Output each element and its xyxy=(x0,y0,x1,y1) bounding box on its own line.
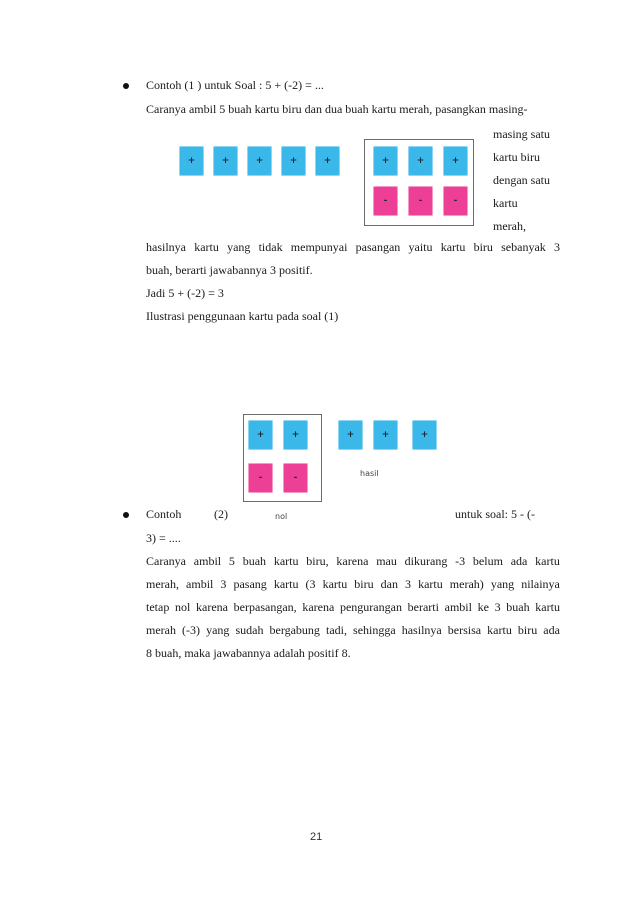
example2-line-4: merah (-3) yang sudah bergabung tadi, sehingga hasilnya bersisa kartu biru ada xyxy=(146,623,560,637)
bullet-1 xyxy=(123,83,129,89)
card-red: - xyxy=(443,186,468,216)
label-nol: nol xyxy=(275,512,288,521)
example2-line-3: tetap nol karena berpasangan, karena pengurangan berarti ambil ke 3 buah kartu xyxy=(146,600,560,614)
card-blue: + xyxy=(179,146,204,176)
label-hasil: hasil xyxy=(360,469,379,478)
card-red: - xyxy=(373,186,398,216)
example2-last-line: 8 buah, maka jawabannya adalah positif 8. xyxy=(146,646,351,660)
example1-side-1: masing satu xyxy=(493,127,550,141)
example1-side-3: dengan satu xyxy=(493,173,550,187)
card-blue: + xyxy=(283,420,308,450)
card-blue: + xyxy=(248,420,273,450)
card-blue: + xyxy=(373,420,398,450)
example1-caption: Ilustrasi penggunaan kartu pada soal (1) xyxy=(146,309,339,323)
example2-word1: Contoh xyxy=(146,507,182,521)
example2-line-1: Caranya ambil 5 buah kartu biru, karena mau dikurang -3 belum ada kartu xyxy=(146,554,560,568)
page-number: 21 xyxy=(310,831,323,843)
card-blue: + xyxy=(315,146,340,176)
card-red: - xyxy=(283,463,308,493)
example1-side-5: merah, xyxy=(493,219,526,233)
card-blue: + xyxy=(373,146,398,176)
card-blue: + xyxy=(443,146,468,176)
example2-word3: untuk soal: 5 - (- xyxy=(455,507,535,521)
bullet-2 xyxy=(123,512,129,518)
example2-line-cont: 3) = .... xyxy=(146,531,181,545)
card-blue: + xyxy=(213,146,238,176)
card-red: - xyxy=(408,186,433,216)
card-blue: + xyxy=(281,146,306,176)
example1-line1: Caranya ambil 5 buah kartu biru dan dua buah kartu merah, pasangkan masing- xyxy=(146,102,528,116)
example2-line-2: merah, ambil 3 pasang kartu (3 kartu biru dan 3 kartu merah) yang nilainya xyxy=(146,577,560,591)
card-blue: + xyxy=(412,420,437,450)
example1-result: Jadi 5 + (-2) = 3 xyxy=(146,286,224,300)
example1-side-4: kartu xyxy=(493,196,518,210)
card-blue: + xyxy=(247,146,272,176)
card-blue: + xyxy=(408,146,433,176)
example1-line-after2: buah, berarti jawabannya 3 positif. xyxy=(146,263,313,277)
card-red: - xyxy=(248,463,273,493)
example1-side-2: kartu biru xyxy=(493,150,540,164)
example1-heading: Contoh (1 ) untuk Soal : 5 + (-2) = ... xyxy=(146,78,324,92)
example1-line-after: hasilnya kartu yang tidak mempunyai pasangan yaitu kartu biru sebanyak 3 xyxy=(146,240,560,254)
example2-word2: (2) xyxy=(214,507,228,521)
card-blue: + xyxy=(338,420,363,450)
